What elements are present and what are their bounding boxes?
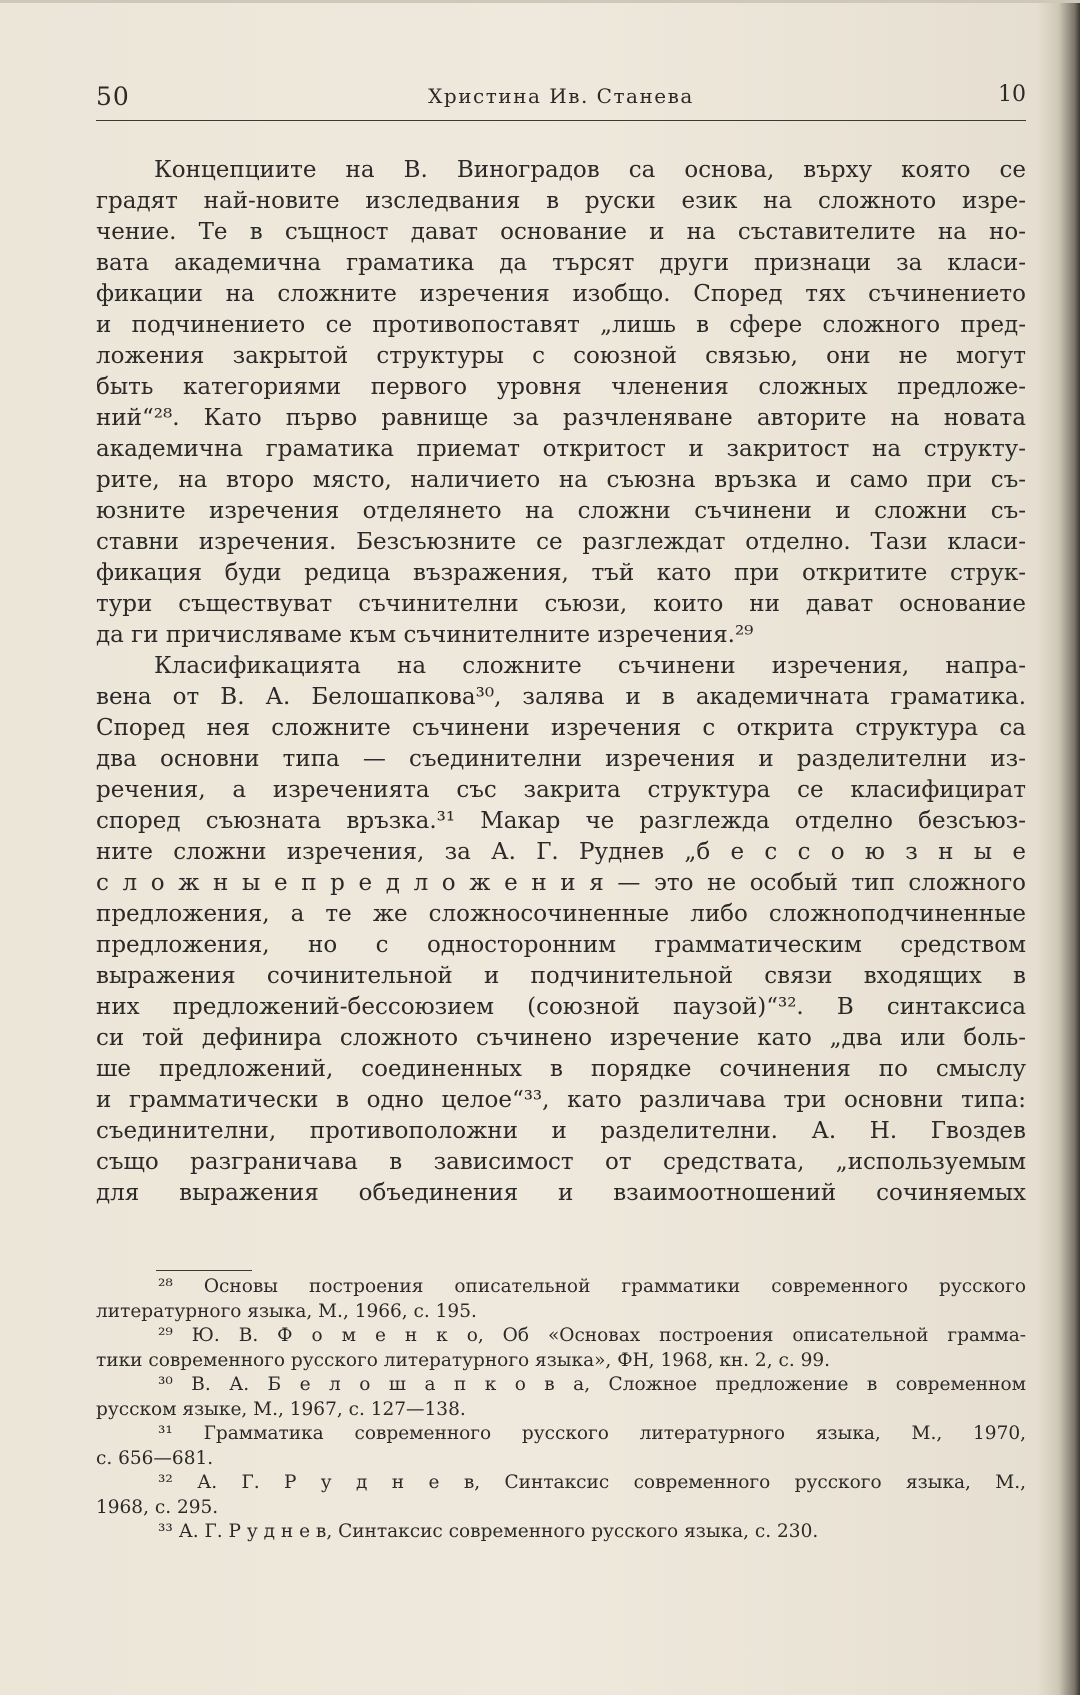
body-line: според съюзната връзка.³¹ Макар че разглежда отделно безсъюз-	[96, 808, 1026, 834]
body-line: Според нея сложните съчинени изречения с открита структура са	[96, 715, 1026, 741]
page-top-edge	[0, 0, 1080, 3]
body-line: рите, на второ място, наличието на съюзна връзка и само при съ-	[96, 467, 1026, 493]
body-line: предложения, а те же сложносочиненные либо сложноподчиненные	[96, 901, 1026, 927]
body-line: тури съществуват съчинителни съюзи, които ни дават основание	[96, 591, 1026, 617]
footnote-line: ²⁹ Ю. В. Ф о м е н к о, Об «Основах построения описательной грамма-	[158, 1325, 1026, 1346]
footnote-line: литературного языка, М., 1966, с. 195.	[96, 1300, 477, 1322]
page-number: 50	[96, 82, 130, 111]
body-line: с л о ж н ы е п р е д л о ж е н и я — это не особый тип сложного	[96, 870, 1026, 896]
page-header	[96, 80, 1026, 121]
footnotes	[96, 1275, 1026, 1545]
footnote-line: русском языке, М., 1967, с. 127—138.	[96, 1398, 466, 1420]
footnote-line: ³¹ Грамматика современного русского литературного языка, М., 1970,	[158, 1423, 1026, 1444]
body-line: и грамматически в одно целое“³³, като различава три основни типа:	[96, 1087, 1026, 1113]
body-line: предложения, но с односторонним грамматическим средством	[96, 932, 1026, 958]
body-line: ните сложни изречения, за А. Г. Руднев „б е с с о ю з н ы е	[96, 839, 1026, 865]
body-line: юзните изречения отделянето на сложни съчинени и сложни съ-	[96, 498, 1026, 524]
footnote-line: 1968, с. 295.	[96, 1496, 219, 1518]
body-line: академична граматика приемат откритост и закритост на структу-	[96, 436, 1026, 462]
body-line: для выражения объединения и взаимоотношений сочиняемых	[96, 1180, 1026, 1206]
body-line: вена от В. А. Белошапкова³⁰, залява и в академичната граматика.	[96, 684, 1026, 710]
body-line: и подчинението се противопоставят „лишь в сфере сложного пред-	[96, 312, 1026, 338]
body-line: речения, а изреченията със закрита структура се класифицират	[96, 777, 1026, 803]
body-line: выражения сочинительной и подчинительной связи входящих в	[96, 963, 1026, 989]
body-line: да ги причисляваме към съчинителните изречения.²⁹	[96, 622, 754, 648]
body-line: Концепциите на В. Виноградов са основа, върху която се	[154, 157, 1026, 183]
footnote-line: с. 656—681.	[96, 1447, 214, 1469]
footnote-line: ³² А. Г. Р у д н е в, Синтаксис современного русского языка, М.,	[158, 1472, 1026, 1493]
body-line: чение. Те в същност дават основание и на съставителите на но-	[96, 219, 1026, 245]
footnote-separator	[156, 1270, 252, 1271]
body-line: ше предложений, соединенных в порядке сочинения по смыслу	[96, 1056, 1026, 1082]
body-line: си той дефинира сложното съчинено изречение като „два или боль-	[96, 1025, 1026, 1051]
body-text	[96, 155, 1026, 1209]
footnote-line: ²⁸ Основы построения описательной грамматики современного русского	[158, 1276, 1026, 1297]
footnote-line: ³⁰ В. А. Б е л о ш а п к о в а, Сложное предложение в современном	[158, 1374, 1026, 1395]
section-number: 10	[998, 82, 1026, 107]
body-line: них предложений-бессоюзием (союзной паузой)“³². В синтаксиса	[96, 994, 1026, 1020]
body-line: вата академична граматика да търсят други признаци за класи-	[96, 250, 1026, 276]
body-line: също разграничава в зависимост от средствата, „используемым	[96, 1149, 1026, 1175]
footnote-line: тики современного русского литературного языка», ФН, 1968, кн. 2, с. 99.	[96, 1349, 831, 1371]
body-line: съединителни, противоположни и разделителни. А. Н. Гвоздев	[96, 1118, 1026, 1144]
body-line: фикации на сложните изречения изобщо. Според тях съчинението	[96, 281, 1026, 307]
body-line: Класификацията на сложните съчинени изречения, напра-	[154, 653, 1026, 679]
body-line: два основни типа — съединителни изречения и разделителни из-	[96, 746, 1026, 772]
body-line: ложения закрытой структуры с союзной связью, они не могут	[96, 343, 1026, 369]
body-line: фикация буди редица възражения, тъй като при откритите струк-	[96, 560, 1026, 586]
body-line: градят най-новите изследвания в руски език на сложното изре-	[96, 188, 1026, 214]
body-line: ний“²⁸. Като първо равнище за разчленяване авторите на новата	[96, 405, 1026, 431]
footnote-line: ³³ А. Г. Р у д н е в, Синтаксис современного русского языка, с. 230.	[158, 1521, 819, 1542]
running-head: Христина Ив. Станева	[428, 84, 694, 108]
body-line: быть категориями первого уровня членения сложных предложе-	[96, 374, 1026, 400]
body-line: ставни изречения. Безсъюзните се разглеждат отделно. Тази класи-	[96, 529, 1026, 555]
